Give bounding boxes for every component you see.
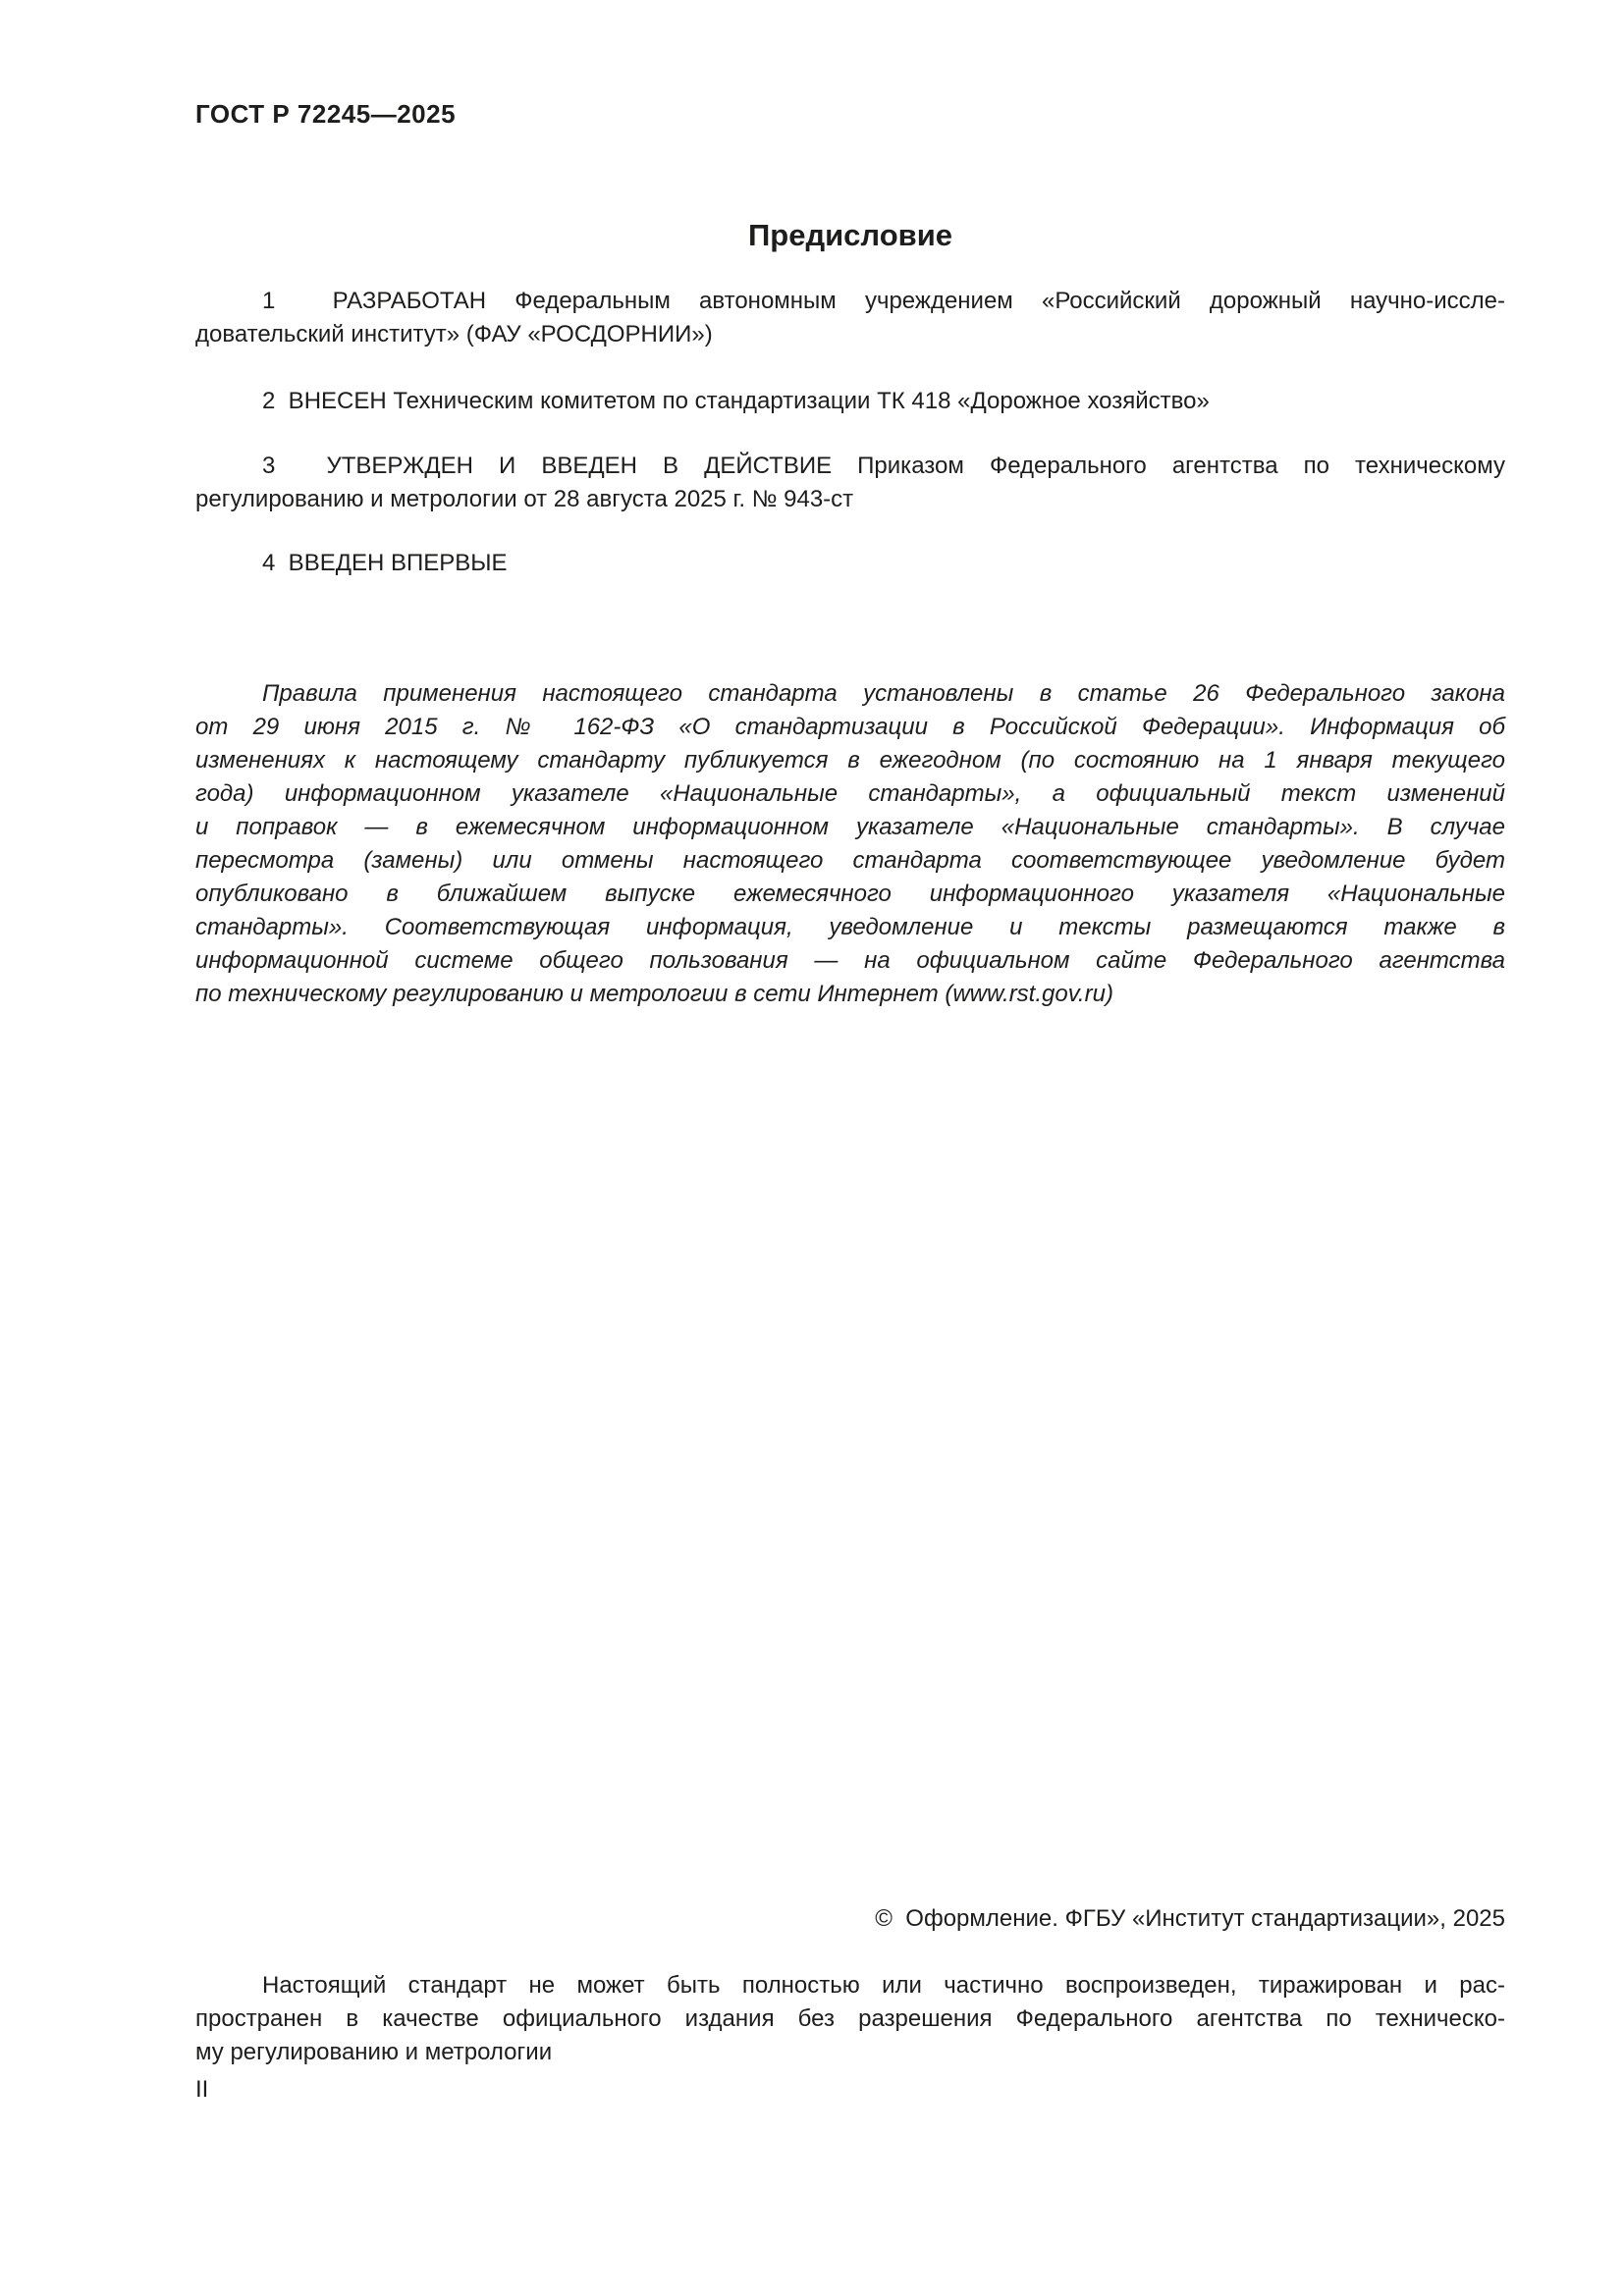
copyright-line: © Оформление. ФГБУ «Институт стандартизации», 2025 [875,1905,1505,1932]
text-line: по техническому регулированию и метрологии в сети Интернет (www.rst.gov.ru) [195,981,1113,1007]
reproduction-notice [195,1969,1505,2069]
foreword-item-4 [195,547,1505,580]
legal-notice [195,677,1505,1011]
text-line: регулированию и метрологии от 28 августа 2025 г. № 943-ст [195,486,854,512]
text-line: 3 УТВЕРЖДЕН И ВВЕДЕН В ДЕЙСТВИЕ Приказом Федерального агентства по техническому [262,453,1505,479]
text-line: изменениях к настоящему стандарту публикуется в ежегодном (по состоянию на 1 января текущего [195,747,1505,774]
foreword-item-3 [195,450,1505,516]
page-number: II [195,2076,209,2103]
text-line: года) информационном указателе «Национальные стандарты», а официальный текст изменений [195,780,1505,807]
text-line: 1 РАЗРАБОТАН Федеральным автономным учреждением «Российский дорожный научно-иссле- [262,288,1505,314]
text-line: Настоящий стандарт не может быть полностью или частично воспроизведен, тиражирован и рас- [262,1972,1505,1999]
text-line: и поправок — в ежемесячном информационном указателе «Национальные стандарты». В случае [195,814,1505,840]
text-line: Правила применения настоящего стандарта установлены в статье 26 Федерального закона [262,680,1505,707]
text-line: довательский институт» (ФАУ «РОСДОРНИИ») [195,321,713,347]
text-line: опубликовано в ближайшем выпуске ежемесячного информационного указателя «Национальные [195,881,1505,907]
doc-code: ГОСТ Р 72245—2025 [195,99,457,129]
foreword-item-2 [195,385,1505,418]
page-title: Предисловие [747,218,952,252]
text-line: пространен в качестве официального издания без разрешения Федерального агентства по техническо- [195,2005,1505,2032]
text-line: от 29 июня 2015 г. № 162-ФЗ «О стандартизации в Российской Федерации». Информация об [195,714,1505,740]
foreword-item-1 [195,285,1505,351]
text-line: пересмотра (замены) или отмены настоящего стандарта соответствующее уведомление будет [195,847,1505,874]
text-line: му регулированию и метрологии [195,2039,553,2065]
text-line: информационной системе общего пользования — на официальном сайте Федерального агентства [195,947,1505,974]
text-line: 2 ВНЕСЕН Техническим комитетом по стандартизации ТК 418 «Дорожное хозяйство» [262,388,1210,414]
text-line: стандарты». Соответствующая информация, уведомление и тексты размещаются также в [195,914,1505,940]
text-line: 4 ВВЕДЕН ВПЕРВЫЕ [262,550,508,576]
